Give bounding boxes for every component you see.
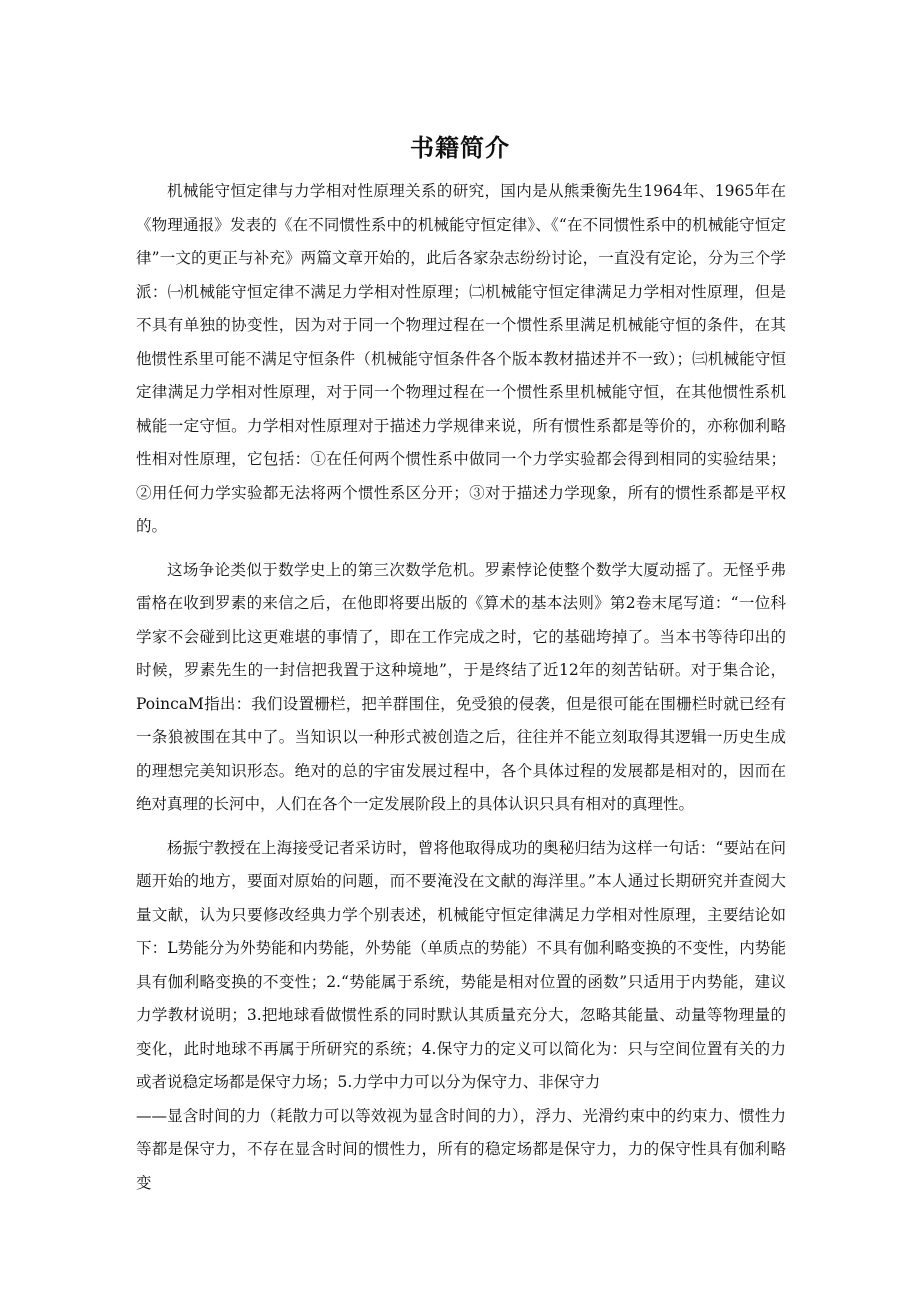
page-title: 书籍简介 bbox=[410, 134, 510, 162]
paragraph-3: 杨振宁教授在上海接受记者采访时，曾将他取得成功的奥秘归结为这样一句话：“要站在问题开始的地方，要面对原始的问题，而不要淹没在文献的海洋里。”本人通过长期研究并查阅大量文献，认为只要修改经典力学个别表述，机械能守恒定律满足力学相对性原理，主要结论如下：L势能分为外势能和内势能，外势能（单质点的势能）不具有伽利略变换的不变性，内势能具有伽利略变换的不变性；2.“势能属于系统，势能是相对位置的函数”只适用于内势能，建议力学教材说明；3.把地球看做惯性系的同时默认其质量充分大，忽略其能量、动量等物理量的变化，此时地球不再属于所研究的系统；4.保守力的定义可以简化为：只与空间位置有关的力或者说稳定场都是保守力场；5.力学中力可以分为保守力、非保守力 bbox=[136, 838, 786, 1091]
paragraph-4: ——显含时间的力（耗散力可以等效视为显含时间的力），浮力、光滑约束中的约束力、惯性力等都是保守力，不存在显含时间的惯性力，所有的稳定场都是保守力，力的保守性具有伽利略变 bbox=[136, 1106, 786, 1192]
body-text bbox=[136, 175, 786, 1210]
paragraph-1: 机械能守恒定律与力学相对性原理关系的研究，国内是从熊秉衡先生1964年、1965年在《物理通报》发表的《在不同惯性系中的机械能守恒定律》、《“在不同惯性系中的机械能守恒定律”一文的更正与补充》两篇文章开始的，此后各家杂志纷纷讨论，一直没有定论，分为三个学派：㈠机械能守恒定律不满足力学相对性原理；㈡机械能守恒定律满足力学相对性原理，但是不具有单独的协变性，因为对于同一个物理过程在一个惯性系里满足机械能守恒的条件，在其他惯性系里可能不满足守恒条件（机械能守恒条件各个版本教材描述并不一致）；㈢机械能守恒定律满足力学相对性原理，对于同一个物理过程在一个惯性系里机械能守恒，在其他惯性系机械能一定守恒。力学相对性原理对于描述力学规律来说，所有惯性系都是等价的，亦称伽利略性相对性原理，它包括：①在任何两个惯性系中做同一个力学实验都会得到相同的实验结果；②用任何力学实验都无法将两个惯性系区分开；③对于描述力学现象，所有的惯性系都是平权的。 bbox=[136, 182, 786, 535]
paragraph-2: 这场争论类似于数学史上的第三次数学危机。罗素悖论使整个数学大厦动摇了。无怪乎弗雷格在收到罗素的来信之后，在他即将要出版的《算术的基本法则》第2卷末尾写道：“一位科学家不会碰到比这更难堪的事情了，即在工作完成之时，它的基础垮掉了。当本书等待印出的时候，罗素先生的一封信把我置于这种境地”，于是终结了近12年的刻苦钻研。对于集合论，PoincaM指出：我们设置栅栏，把羊群围住，免受狼的侵袭，但是很可能在围栅栏时就已经有一条狼被围在其中了。当知识以一种形式被创造之后，往往并不能立刻取得其逻辑一历史生成的理想完美知识形态。绝对的总的宇宙发展过程中，各个具体过程的发展都是相对的，因而在绝对真理的长河中，人们在各个一定发展阶段上的具体认识只具有相对的真理性。 bbox=[136, 560, 786, 813]
